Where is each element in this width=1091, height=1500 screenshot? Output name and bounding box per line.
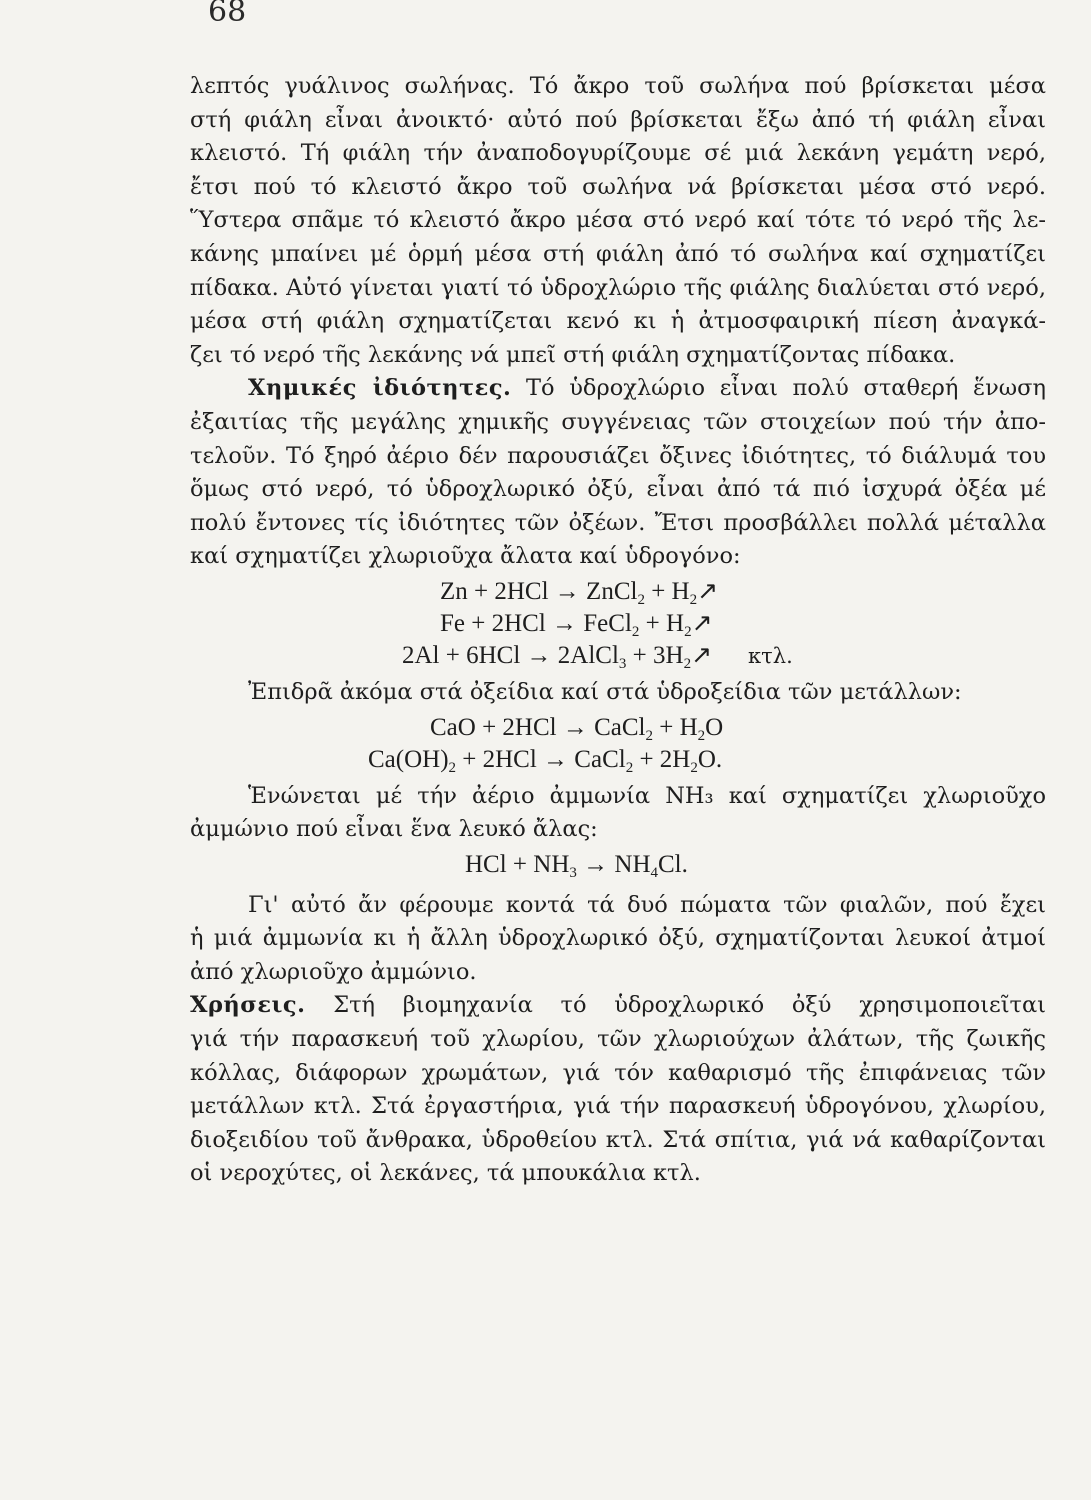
text-line: κόλλας, διάφορων χρωμάτων, γιά τόν καθαρισμό τῆς ἐπιφάνειας τῶν (190, 1059, 1046, 1086)
reactions-with-oxides (190, 712, 1046, 776)
text-line: ἀπό χλωριοῦχο ἀμμώνιο. (190, 958, 477, 985)
text-line: γιά τήν παρασκευή τοῦ χλωρίου, τῶν χλωριούχων ἀλάτων, τῆς ζωικῆς (190, 1026, 1046, 1053)
text-line: μετάλλων κτλ. Στά ἐργαστήρια, γιά τήν παρασκευή ὑδρογόνου, χλωρίου, (190, 1093, 1046, 1120)
paragraph-uses (190, 989, 1046, 1191)
reaction-zinc: Zn + 2HCl → ZnCl$_2$ + $H_2↗$ (440, 577, 719, 608)
text-line: οἱ νεροχύτες, οἱ λεκάνες, τά μπουκάλια κτλ. (190, 1160, 701, 1187)
text-fragment: Στή βιομηχανία τό ὑδροχλωρικό ὀξύ χρησιμοποιεῖται (305, 992, 1046, 1019)
etc-label: κτλ. (748, 643, 793, 668)
text-line: Ἐπιδρᾶ ἀκόμα στά ὀξείδια καί στά ὑδροξείδια τῶν μετάλλων: (248, 678, 962, 705)
text-line: Ὕστερα σπᾶμε τό κλειστό ἄκρο μέσα στό νερό καί τότε τό νερό τῆς λε- (190, 207, 1046, 234)
text-line: Ἑνώνεται μέ τήν ἀέριο ἀμμωνία NH₃ καί σχηματίζει χλωριοῦχο (248, 782, 1046, 809)
text-line: κλειστό. Τή φιάλη τήν ἀναποδογυρίζουμε σέ μιά λεκάνη γεμάτη νερό, (190, 140, 1046, 167)
reaction-iron: Fe + 2HCl → FeCl$_2$ + $H_2↗$ (440, 609, 713, 640)
text-line: Γι' αὐτό ἄν φέρουμε κοντά τά δυό πώματα τῶν φιαλῶν, πού ἔχει (248, 891, 1046, 918)
paragraph-oxides (190, 676, 1046, 710)
text-line: μέσα στή φιάλη σχηματίζεται κενό κι ἡ ἀτμοσφαιρική πίεση ἀναγκά- (190, 308, 1046, 335)
reaction-aluminium: 2Al + 6HCl → 2AlCl$_3$ + $3H_2↗$ κτλ. (402, 641, 793, 672)
text-line: ἀμμώνιο πού εἶναι ἕνα λευκό ἄλας: (190, 816, 598, 843)
section-heading-uses: Χρήσεις. (190, 992, 306, 1019)
text-line: ἐξαιτίας τῆς μεγάλης χημικῆς συγγένειας τῶν στοιχείων πού τήν ἀπο- (190, 408, 1046, 435)
text-line: ζει τό νερό τῆς λεκάνης νά μπεῖ στή φιάλη σχηματίζοντας πίδακα. (190, 341, 956, 368)
section-heading-chemical-properties: Χημικές ἰδιότητες. (248, 375, 512, 402)
text-line: καί σχηματίζει χλωριοῦχα ἄλατα καί ὑδρογόνο: (190, 543, 741, 570)
text-line: πίδακα. Αὐτό γίνεται γιατί τό ὑδροχλώριο τῆς φιάλης διαλύεται στό νερό, (190, 274, 1046, 301)
paragraph-chemical-properties (190, 372, 1046, 574)
paragraph-white-vapors (190, 889, 1046, 990)
text-line: λεπτός γυάλινος σωλήνας. Τό ἄκρο τοῦ σωλήνα πού βρίσκεται μέσα (190, 73, 1046, 99)
text-line: στή φιάλη εἶναι ἀνοικτό· αὐτό πού βρίσκεται ἔξω ἀπό τή φιάλη εἶναι (190, 106, 1046, 133)
reaction-ammonia (190, 849, 1046, 881)
reaction-ammonium-chloride: HCl + $NH_3 \to NH_4Cl$. (465, 850, 688, 881)
text-line: πολύ ἔντονες τίς ἰδιότητες τῶν ὀξέων. Ἔτσι προσβάλλει πολλά μέταλλα (190, 509, 1046, 536)
reactions-with-metals (190, 576, 1046, 672)
text-line: κάνης μπαίνει μέ ὁρμή μέσα στή φιάλη ἀπό τό σωλήνα καί σχηματίζει (190, 240, 1046, 267)
reaction-calcium-oxide: CaO + 2HCl → CaCl$_2$ + $H_2O$ (430, 713, 724, 744)
text-line: ἡ μιά ἀμμωνία κι ἡ ἄλλη ὑδροχλωρικό ὀξύ, σχηματίζονται λευκοί ἀτμοί (190, 925, 1046, 952)
text-fragment: Τό ὑδροχλώριο εἶναι πολύ σταθερή ἕνωση (511, 375, 1046, 402)
text-line: ἔτσι πού τό κλειστό ἄκρο τοῦ σωλήνα νά βρίσκεται μέσα στό νερό. (190, 173, 1046, 200)
text-line: ὅμως στό νερό, τό ὑδροχλωρικό ὀξύ, εἶναι ἀπό τά πιό ἰσχυρά ὀξέα μέ (190, 476, 1046, 503)
text-line (190, 989, 1046, 1023)
text-line: διοξειδίου τοῦ ἄνθρακα, ὑδροθείου κτλ. Στά σπίτια, γιά νά καθαρίζονται (190, 1126, 1046, 1153)
paragraph-ammonia (190, 780, 1046, 847)
text-line: τελοῦν. Τό ξηρό ἀέριο δέν παρουσιάζει ὄξινες ἰδιότητες, τό διάλυμά του (190, 442, 1046, 469)
paragraph-intro (190, 70, 1046, 372)
reaction-calcium-hydroxide: $Ca(OH)_2 + 2HCl$ → CaCl$_2$ + $2H_2O$. (368, 745, 723, 776)
page-body (190, 70, 1046, 1191)
text-line (190, 372, 1046, 406)
page-number: 68 (208, 0, 247, 29)
